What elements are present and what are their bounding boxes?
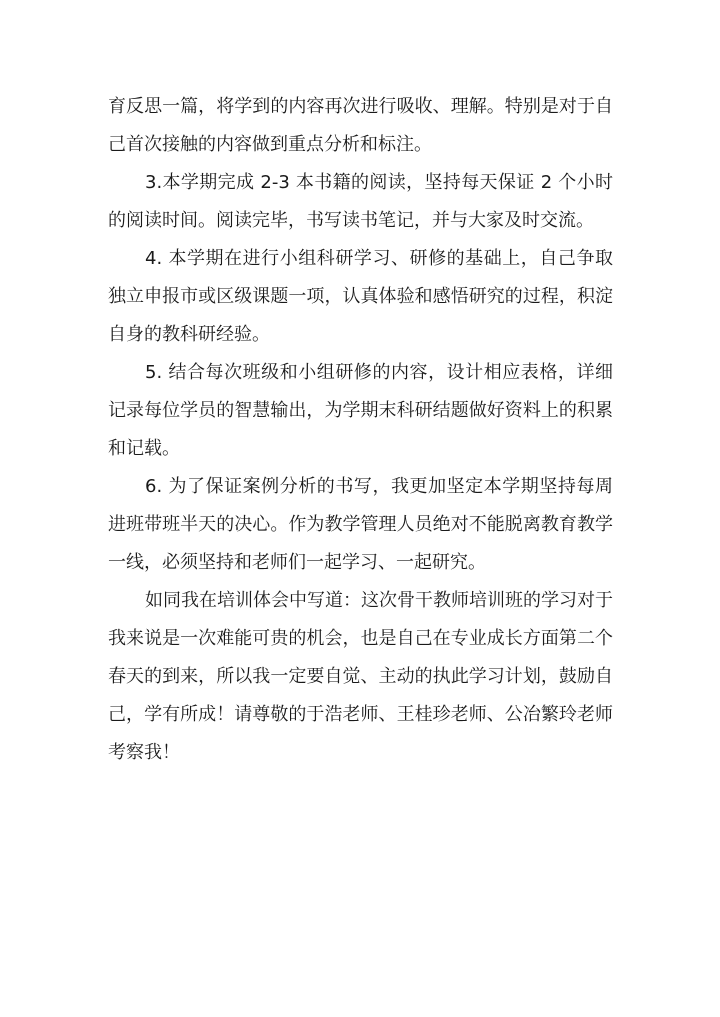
document-body — [108, 88, 613, 772]
paragraph-item-4: 4. 本学期在进行小组科研学习、研修的基础上，自己争取独立申报市或区级课题一项，认真体验和感悟研究的过程，积淀自身的教科研经验。 — [108, 248, 613, 345]
paragraph-conclusion: 如同我在培训体会中写道：这次骨干教师培训班的学习对于我来说是一次难能可贵的机会，也是自己在专业成长方面第二个春天的到来，所以我一定要自觉、主动的执此学习计划，鼓励自己，学有所成！请尊敬的于浩老师、王桂珍老师、公冶繁玲老师考察我！ — [108, 590, 613, 763]
paragraph-item-3: 3.本学期完成 2-3 本书籍的阅读，坚持每天保证 2 个小时的阅读时间。阅读完毕，书写读书笔记，并与大家及时交流。 — [108, 172, 613, 231]
paragraph-continuation: 育反思一篇，将学到的内容再次进行吸收、理解。特别是对于自己首次接触的内容做到重点分析和标注。 — [108, 96, 613, 155]
paragraph-item-6: 6. 为了保证案例分析的书写，我更加坚定本学期坚持每周进班带班半天的决心。作为教学管理人员绝对不能脱离教育教学一线，必须坚持和老师们一起学习、一起研究。 — [108, 476, 613, 573]
paragraph-item-5: 5. 结合每次班级和小组研修的内容，设计相应表格，详细记录每位学员的智慧输出，为学期末科研结题做好资料上的积累和记载。 — [108, 362, 613, 459]
